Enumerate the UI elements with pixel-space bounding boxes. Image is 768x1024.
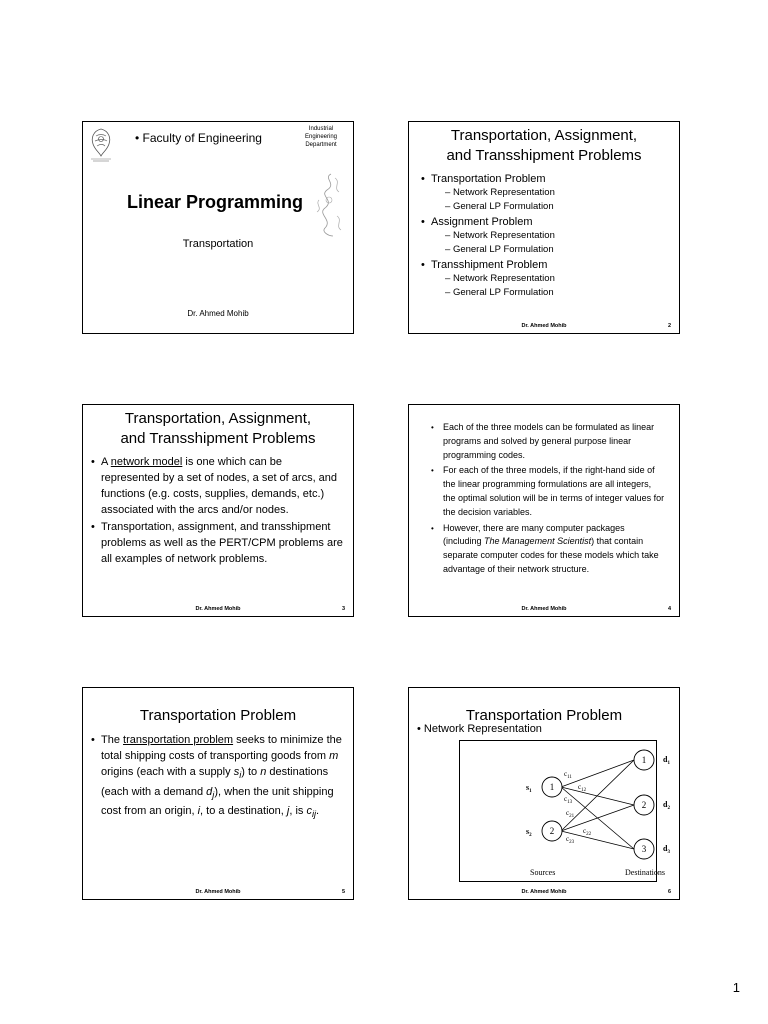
footer-author: Dr. Ahmed Mohib xyxy=(195,606,241,612)
dept-line: Industrial xyxy=(308,126,334,132)
sources-label: Sources xyxy=(530,868,556,877)
network-diagram xyxy=(459,740,670,882)
supply-label-2: $s_2$ xyxy=(526,827,532,838)
bullet-list xyxy=(443,421,665,577)
term-link: transportation problem xyxy=(123,734,234,746)
cost-label-c13: $c_{13}$ xyxy=(564,795,573,805)
destinations-label: Destinations xyxy=(625,868,665,877)
list-item: • Each of the three models can be formulated as linear programs and solved by general purpose linear programming codes. xyxy=(443,421,665,462)
slide-title xyxy=(409,126,679,166)
sub-item: – Network Representation xyxy=(445,272,679,286)
title-line: Transportation, Assignment, xyxy=(124,410,312,427)
arc-1-1 xyxy=(561,760,634,787)
list-item-label: Transportation Problem xyxy=(431,173,546,185)
sub-item: – Network Representation xyxy=(445,229,679,243)
list-item-label: Assignment Problem xyxy=(431,216,533,228)
footer-author: Dr. Ahmed Mohib xyxy=(195,889,241,895)
faculty-label: • Faculty of Engineering xyxy=(135,131,262,145)
cost-label-c12: $c_{12}$ xyxy=(578,783,587,793)
slide-number: 3 xyxy=(341,606,345,612)
slide-title: Linear Programming xyxy=(127,192,304,212)
network-diagram-svg xyxy=(460,741,670,881)
list-item-label: Transshipment Problem xyxy=(431,259,548,271)
list-item: • The transportation problem seeks to minimize the total shipping costs of transporting goods from m origins (each with a supply $s_i$) to n destinations (each with a demand $d_j$), when the unit shipping cost from an origin, i, to a destination, j, is $c_{ij}$. xyxy=(101,732,343,823)
list-item: • For each of the three models, if the right-hand side of the linear programming formulations are all integers, the optimal solution will be in terms of integer values for the decision variables. xyxy=(443,464,665,519)
decorative-ornament xyxy=(311,170,345,240)
title-line: Transportation, Assignment, xyxy=(450,127,638,144)
cost-label-c22: $c_{22}$ xyxy=(583,827,592,837)
page-number: 1 xyxy=(732,980,740,995)
supply-label-1: $s_1$ xyxy=(526,783,532,794)
slide-subtitle: Transportation xyxy=(182,238,254,250)
list-item xyxy=(431,215,679,257)
slide-4 xyxy=(408,404,680,617)
slide-number: 2 xyxy=(667,323,671,329)
title-line: and Transshipment Problems xyxy=(446,147,642,164)
network-representation-bullet: • Network Representation xyxy=(417,723,542,735)
demand-label-2: $d_2$ xyxy=(663,800,670,811)
dest-node-3-label: 3 xyxy=(641,844,647,854)
slide-number: 5 xyxy=(341,889,345,895)
arc-2-1 xyxy=(561,760,634,831)
department-label xyxy=(296,125,346,149)
slide-3 xyxy=(82,404,354,617)
footer-author: Dr. Ahmed Mohib xyxy=(521,323,567,329)
dest-node-2-label: 2 xyxy=(641,800,647,810)
slide-1 xyxy=(82,121,354,334)
sub-item: – General LP Formulation xyxy=(445,286,679,300)
sub-item: – Network Representation xyxy=(445,186,679,200)
cost-label-c11: $c_{11}$ xyxy=(564,770,572,780)
italic-title: The Management Scientist xyxy=(484,536,592,547)
slide-6 xyxy=(408,687,680,900)
title-line: and Transshipment Problems xyxy=(120,430,316,447)
list-item: • However, there are many computer packages (including The Management Scientist) that contain separate computer codes for these models which take advantage of their network structure. xyxy=(443,522,665,577)
slide-number: 4 xyxy=(667,606,671,612)
demand-label-1: $d_1$ xyxy=(663,755,670,766)
sub-item: – General LP Formulation xyxy=(445,243,679,257)
list-item xyxy=(431,172,679,214)
list-item xyxy=(431,258,679,300)
sub-item: – General LP Formulation xyxy=(445,200,679,214)
slide-title xyxy=(83,409,353,449)
bullet-list xyxy=(101,732,343,823)
demand-label-3: $d_3$ xyxy=(663,844,670,855)
slide-title: Transportation Problem xyxy=(465,707,623,724)
slide-title: Transportation Problem xyxy=(139,707,297,724)
university-crest-logo xyxy=(87,126,115,162)
author-label: Dr. Ahmed Mohib xyxy=(187,309,249,318)
footer-author: Dr. Ahmed Mohib xyxy=(521,606,567,612)
dept-line: Engineering xyxy=(304,134,338,140)
cost-label-c21: $c_{21}$ xyxy=(566,809,575,819)
topic-list xyxy=(431,172,679,300)
dept-line: Department xyxy=(305,142,337,148)
bullet-list xyxy=(101,454,343,567)
term-link: network model xyxy=(110,456,183,468)
source-node-2-label: 2 xyxy=(549,826,555,836)
list-item: • Transportation, assignment, and transshipment problems as well as the PERT/CPM problems are all examples of network problems. xyxy=(101,519,343,567)
cost-label-c23: $c_{23}$ xyxy=(566,835,575,845)
footer-author: Dr. Ahmed Mohib xyxy=(521,889,567,895)
list-item: • A network model is one which can be represented by a set of nodes, a set of arcs, and functions (e.g. costs, supplies, demands, etc.) associated with the arcs and/or nodes. xyxy=(101,454,343,518)
slide-number: 6 xyxy=(667,889,671,895)
dest-node-1-label: 1 xyxy=(641,755,647,765)
slide-2 xyxy=(408,121,680,334)
slide-5 xyxy=(82,687,354,900)
source-node-1-label: 1 xyxy=(549,782,555,792)
